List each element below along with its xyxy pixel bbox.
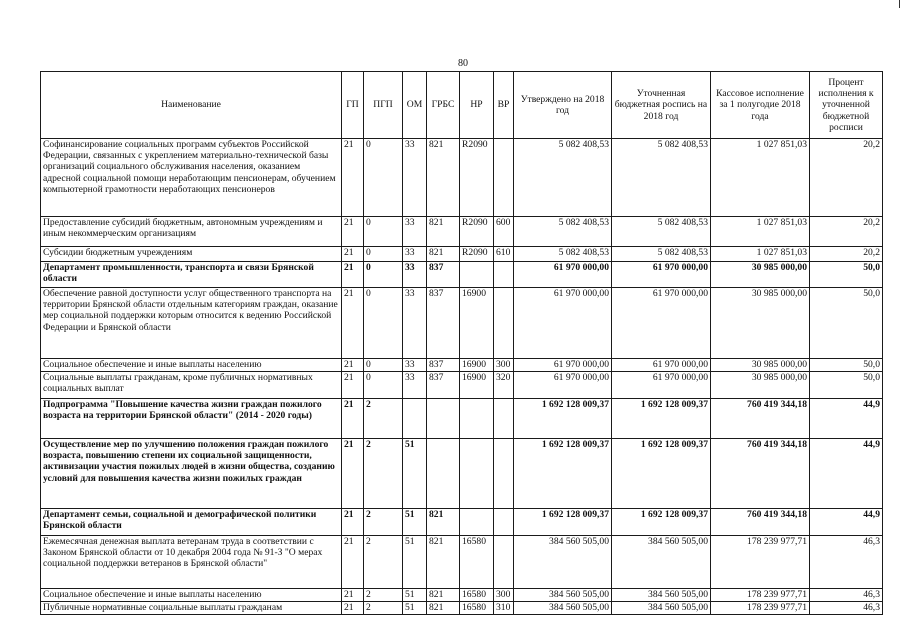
cell-vr [494, 509, 514, 536]
cell-name: Социальное обеспечение и иные выплаты населению [41, 589, 342, 602]
cell-percent: 20,2 [810, 139, 883, 217]
cell-gp: 21 [342, 399, 364, 439]
cell-name: Департамент семьи, социальной и демографической политики Брянской области [41, 509, 342, 536]
header-nr: НР [460, 72, 494, 139]
cell-gp: 21 [342, 439, 364, 509]
cell-revised: 5 082 408,53 [612, 139, 711, 217]
table-row [41, 399, 883, 439]
table-row [41, 372, 883, 399]
cell-gp: 21 [342, 509, 364, 536]
cell-revised: 61 970 000,00 [612, 359, 711, 372]
cell-pgp: 2 [364, 602, 403, 615]
table-row [41, 359, 883, 372]
cell-approved: 384 560 505,00 [514, 536, 612, 589]
cell-grbs: 821 [427, 589, 460, 602]
cell-om: 33 [403, 359, 427, 372]
cell-om: 33 [403, 139, 427, 217]
cell-cash: 1 027 851,03 [711, 247, 810, 262]
header-percent: Процент исполнения к уточненной бюджетной росписи [810, 72, 883, 139]
cell-cash: 178 239 977,71 [711, 589, 810, 602]
cell-gp: 21 [342, 589, 364, 602]
header-approved: Утверждено на 2018 год [514, 72, 612, 139]
cell-om: 51 [403, 509, 427, 536]
cell-name: Субсидии бюджетным учреждениям [41, 247, 342, 262]
cell-grbs: 821 [427, 536, 460, 589]
cell-grbs: 821 [427, 139, 460, 217]
cell-pgp: 0 [364, 359, 403, 372]
cell-om: 33 [403, 217, 427, 247]
table-row [41, 288, 883, 359]
cell-vr: 600 [494, 217, 514, 247]
cell-nr: 16900 [460, 288, 494, 359]
cell-percent: 50,0 [810, 359, 883, 372]
cell-grbs: 821 [427, 247, 460, 262]
cell-gp: 21 [342, 139, 364, 217]
cell-percent: 50,0 [810, 372, 883, 399]
cell-approved: 5 082 408,53 [514, 247, 612, 262]
cell-percent: 50,0 [810, 262, 883, 288]
budget-execution-table [40, 71, 883, 615]
cell-name: Социальные выплаты гражданам, кроме публичных нормативных социальных выплат [41, 372, 342, 399]
cell-om: 33 [403, 372, 427, 399]
cell-gp: 21 [342, 359, 364, 372]
cell-nr [460, 509, 494, 536]
cell-cash: 760 419 344,18 [711, 399, 810, 439]
cell-approved: 384 560 505,00 [514, 602, 612, 615]
cell-pgp: 0 [364, 247, 403, 262]
cell-approved: 384 560 505,00 [514, 589, 612, 602]
cell-name: Софинансирование социальных программ субъектов Российской Федерации, связанных с укреплением материально-технической базы организаций социального обслуживания населения, оказанием адресной социальной помощи неработающим пенсионерам, обучением компьютерной грамотности неработающих пенсионеров [41, 139, 342, 217]
cell-revised: 1 692 128 009,37 [612, 399, 711, 439]
cell-vr [494, 439, 514, 509]
table-row [41, 602, 883, 615]
cell-pgp: 0 [364, 262, 403, 288]
cell-grbs: 821 [427, 217, 460, 247]
cell-gp: 21 [342, 247, 364, 262]
header-gp: ГП [342, 72, 364, 139]
cell-grbs [427, 439, 460, 509]
cell-percent: 44,9 [810, 439, 883, 509]
cell-cash: 178 239 977,71 [711, 536, 810, 589]
header-om: ОМ [403, 72, 427, 139]
table-row [41, 262, 883, 288]
cell-nr: 16900 [460, 372, 494, 399]
cell-gp: 21 [342, 262, 364, 288]
cell-vr [494, 288, 514, 359]
cell-approved: 5 082 408,53 [514, 217, 612, 247]
cell-revised: 384 560 505,00 [612, 589, 711, 602]
cell-cash: 760 419 344,18 [711, 439, 810, 509]
cell-percent: 46,3 [810, 536, 883, 589]
cell-om: 33 [403, 262, 427, 288]
cell-name: Департамент промышленности, транспорта и связи Брянской области [41, 262, 342, 288]
cell-vr [494, 262, 514, 288]
cell-pgp: 0 [364, 139, 403, 217]
cell-percent: 50,0 [810, 288, 883, 359]
cell-cash: 760 419 344,18 [711, 509, 810, 536]
table-row [41, 509, 883, 536]
cell-revised: 5 082 408,53 [612, 247, 711, 262]
cell-percent: 20,2 [810, 247, 883, 262]
cell-grbs: 821 [427, 602, 460, 615]
cell-vr: 300 [494, 589, 514, 602]
header-row [41, 72, 883, 139]
header-cash: Кассовое исполнение за 1 полугодие 2018 года [711, 72, 810, 139]
cell-name: Ежемесячная денежная выплата ветеранам труда в соответствии с Законом Брянской области от 10 декабря 2004 года № 91-З "О мерах социальной поддержки ветеранов в Брянской области" [41, 536, 342, 589]
cell-gp: 21 [342, 217, 364, 247]
cell-nr: 16580 [460, 589, 494, 602]
cell-name: Социальное обеспечение и иные выплаты населению [41, 359, 342, 372]
cell-nr: 16580 [460, 602, 494, 615]
cell-pgp: 2 [364, 399, 403, 439]
cell-revised: 384 560 505,00 [612, 536, 711, 589]
header-vr: ВР [494, 72, 514, 139]
cell-name: Обеспечение равной доступности услуг общественного транспорта на территории Брянской области отдельным категориям граждан, оказание мер социальной поддержки которым относится к ведению Российской Федерации и Брянской области [41, 288, 342, 359]
cell-grbs [427, 399, 460, 439]
cell-revised: 61 970 000,00 [612, 372, 711, 399]
cell-percent: 46,3 [810, 589, 883, 602]
cell-om: 33 [403, 288, 427, 359]
cell-om: 51 [403, 439, 427, 509]
cell-percent: 44,9 [810, 399, 883, 439]
header-name: Наименование [41, 72, 342, 139]
cell-gp: 21 [342, 288, 364, 359]
cell-cash: 178 239 977,71 [711, 602, 810, 615]
cell-cash: 1 027 851,03 [711, 217, 810, 247]
cell-nr [460, 439, 494, 509]
cell-revised: 5 082 408,53 [612, 217, 711, 247]
table-row [41, 536, 883, 589]
cell-pgp: 0 [364, 288, 403, 359]
cell-pgp: 2 [364, 589, 403, 602]
cell-cash: 1 027 851,03 [711, 139, 810, 217]
cell-vr: 310 [494, 602, 514, 615]
cell-nr: R2090 [460, 247, 494, 262]
page-number: 80 [458, 58, 468, 69]
cell-name: Предоставление субсидий бюджетным, автономным учреждениям и иным некоммерческим организациям [41, 217, 342, 247]
cell-approved: 1 692 128 009,37 [514, 439, 612, 509]
cell-name: Подпрограмма "Повышение качества жизни граждан пожилого возраста на территории Брянской области" (2014 - 2020 годы) [41, 399, 342, 439]
cell-vr [494, 139, 514, 217]
cell-approved: 5 082 408,53 [514, 139, 612, 217]
cell-grbs: 837 [427, 262, 460, 288]
cell-approved: 1 692 128 009,37 [514, 509, 612, 536]
cell-grbs: 837 [427, 288, 460, 359]
cell-gp: 21 [342, 372, 364, 399]
cell-nr: R2090 [460, 217, 494, 247]
cell-approved: 61 970 000,00 [514, 372, 612, 399]
cell-pgp: 0 [364, 217, 403, 247]
margin-mark [899, 0, 900, 8]
cell-om: 51 [403, 536, 427, 589]
table-row [41, 217, 883, 247]
cell-nr: 16580 [460, 536, 494, 589]
cell-om: 33 [403, 247, 427, 262]
cell-name: Осуществление мер по улучшению положения граждан пожилого возраста, повышению степени их социальной защищенности, активизации участия пожилых людей в жизни общества, созданию условий для повышения качества жизни пожилых граждан [41, 439, 342, 509]
cell-vr: 610 [494, 247, 514, 262]
cell-revised: 1 692 128 009,37 [612, 509, 711, 536]
header-revised: Уточненная бюджетная роспись на 2018 год [612, 72, 711, 139]
cell-om: 51 [403, 602, 427, 615]
cell-gp: 21 [342, 602, 364, 615]
cell-approved: 61 970 000,00 [514, 262, 612, 288]
cell-percent: 46,3 [810, 602, 883, 615]
cell-revised: 384 560 505,00 [612, 602, 711, 615]
cell-cash: 30 985 000,00 [711, 359, 810, 372]
table-row [41, 247, 883, 262]
cell-nr: 16900 [460, 359, 494, 372]
cell-grbs: 821 [427, 509, 460, 536]
cell-percent: 44,9 [810, 509, 883, 536]
table-row [41, 589, 883, 602]
cell-vr: 320 [494, 372, 514, 399]
cell-cash: 30 985 000,00 [711, 262, 810, 288]
table-row [41, 139, 883, 217]
cell-name: Публичные нормативные социальные выплаты гражданам [41, 602, 342, 615]
cell-nr [460, 262, 494, 288]
cell-revised: 1 692 128 009,37 [612, 439, 711, 509]
cell-pgp: 2 [364, 536, 403, 589]
cell-approved: 1 692 128 009,37 [514, 399, 612, 439]
cell-pgp: 2 [364, 439, 403, 509]
cell-pgp: 0 [364, 372, 403, 399]
cell-approved: 61 970 000,00 [514, 359, 612, 372]
cell-gp: 21 [342, 536, 364, 589]
cell-grbs: 837 [427, 372, 460, 399]
cell-percent: 20,2 [810, 217, 883, 247]
cell-revised: 61 970 000,00 [612, 262, 711, 288]
cell-approved: 61 970 000,00 [514, 288, 612, 359]
cell-vr [494, 536, 514, 589]
cell-revised: 61 970 000,00 [612, 288, 711, 359]
header-grbs: ГРБС [427, 72, 460, 139]
cell-nr [460, 399, 494, 439]
cell-cash: 30 985 000,00 [711, 372, 810, 399]
cell-cash: 30 985 000,00 [711, 288, 810, 359]
cell-om: 51 [403, 589, 427, 602]
header-pgp: ПГП [364, 72, 403, 139]
cell-vr [494, 399, 514, 439]
cell-pgp: 2 [364, 509, 403, 536]
cell-grbs: 837 [427, 359, 460, 372]
table-row [41, 439, 883, 509]
cell-vr: 300 [494, 359, 514, 372]
cell-om [403, 399, 427, 439]
cell-nr: R2090 [460, 139, 494, 217]
